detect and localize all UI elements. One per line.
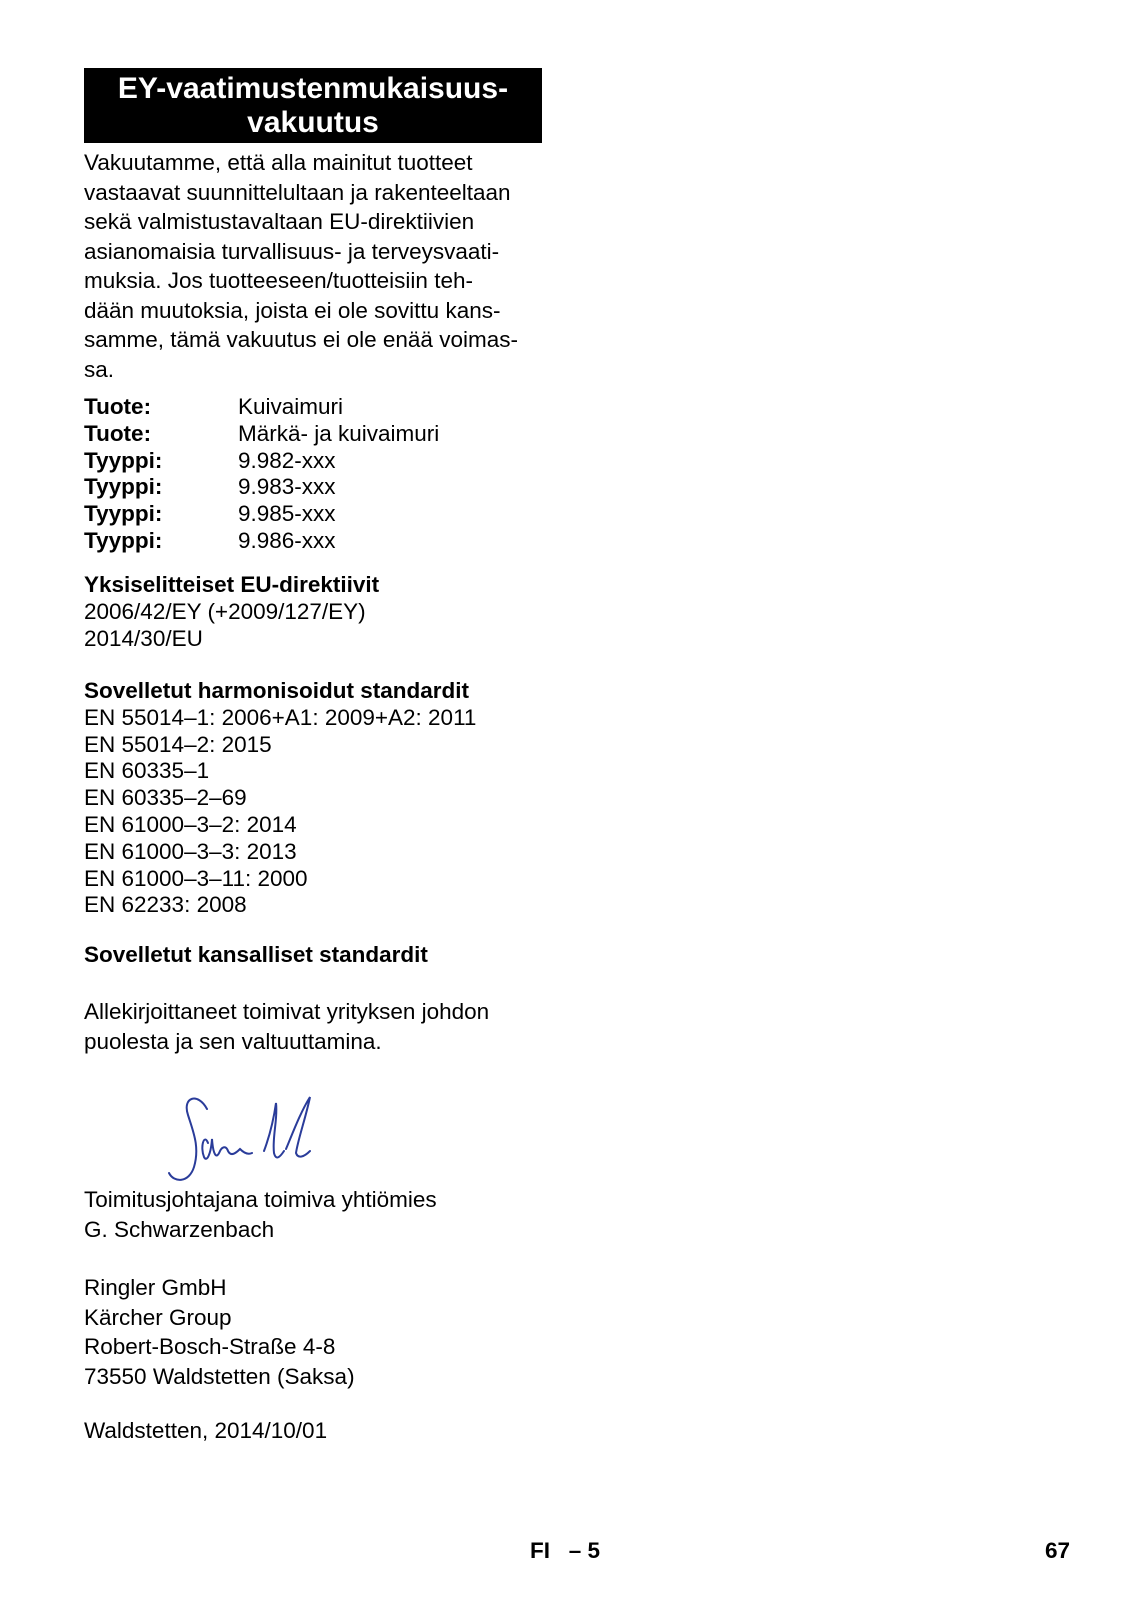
company-name: Ringler GmbH: [84, 1275, 227, 1300]
standard-item: EN 60335–2–69: [84, 785, 247, 811]
page-title: [84, 68, 542, 143]
product-row: [84, 474, 439, 501]
standard-item: EN 61000–3–11: 2000: [84, 865, 308, 891]
product-row: [84, 528, 439, 555]
signatories-line: puolesta ja sen valtuuttamina.: [84, 1028, 382, 1054]
city-address: 73550 Waldstetten (Saksa): [84, 1363, 355, 1389]
intro-paragraph: [84, 148, 518, 384]
product-label: Tuote:: [84, 420, 152, 446]
standard-item: EN 62233: 2008: [84, 892, 247, 918]
place-date: [84, 1416, 327, 1446]
signatories-line: Allekirjoittaneet toimivat yrityksen johdon: [84, 999, 490, 1024]
directive-item: 2014/30/EU: [84, 625, 203, 651]
intro-line: dään muutoksia, joista ei ole sovittu kans-: [84, 297, 501, 323]
product-label: Tuote:: [84, 394, 152, 419]
national-standards-section: [84, 942, 428, 969]
street-address: Robert-Bosch-Straße 4-8: [84, 1334, 336, 1359]
type-label: Tyyppi:: [84, 474, 163, 500]
type-value: 9.986-xxx: [238, 527, 336, 553]
intro-line: muksia. Jos tuotteeseen/tuotteisiin teh-: [84, 268, 473, 293]
standard-item: EN 60335–1: [84, 758, 210, 784]
product-value: Kuivaimuri: [238, 394, 344, 419]
product-row: [84, 501, 439, 528]
harmonised-standards-section: [84, 678, 476, 919]
footer-language-code: FI – 5: [530, 1538, 601, 1563]
product-row: [84, 421, 439, 448]
company-group: Kärcher Group: [84, 1304, 232, 1330]
type-label: Tyyppi:: [84, 527, 163, 553]
intro-line: samme, tämä vakuutus ei ole enää voimas-: [84, 327, 518, 352]
page-number: 67: [1045, 1538, 1071, 1563]
company-address: [84, 1273, 355, 1391]
signatories-statement: [84, 997, 489, 1056]
intro-line: vastaavat suunnittelultaan ja rakenteeltaan: [84, 179, 511, 205]
harmonised-standards-heading: Sovelletut harmonisoidut standardit: [84, 678, 470, 703]
eu-directives-section: [84, 572, 379, 652]
product-list: [84, 394, 439, 555]
signer-role: Toimitusjohtajana toimiva yhtiömies: [84, 1187, 437, 1212]
signature-image: [160, 1095, 330, 1195]
intro-line: sa.: [84, 356, 115, 382]
type-value: 9.982-xxx: [238, 447, 336, 473]
signer-name: G. Schwarzenbach: [84, 1216, 275, 1242]
type-value: 9.983-xxx: [238, 474, 336, 500]
national-standards-heading: Sovelletut kansalliset standardit: [84, 942, 428, 967]
product-value: Märkä- ja kuivaimuri: [238, 420, 440, 446]
title-line-1: EY-vaatimustenmukaisuus-: [117, 72, 509, 105]
type-value: 9.985-xxx: [238, 501, 336, 527]
directive-item: 2006/42/EY (+2009/127/EY): [84, 598, 366, 624]
product-row: [84, 448, 439, 475]
product-row: [84, 394, 439, 421]
intro-line: Vakuutamme, että alla mainitut tuotteet: [84, 150, 473, 175]
standard-item: EN 61000–3–2: 2014: [84, 811, 297, 837]
place-date-text: Waldstetten, 2014/10/01: [84, 1418, 328, 1443]
intro-line: sekä valmistustavaltaan EU-direktiivien: [84, 209, 475, 234]
standard-item: EN 55014–2: 2015: [84, 731, 272, 757]
type-label: Tyyppi:: [84, 447, 163, 473]
title-line-2: vakuutus: [247, 106, 379, 139]
eu-directives-heading: Yksiselitteiset EU-direktiivit: [84, 572, 380, 597]
signer-block: [84, 1185, 437, 1244]
intro-line: asianomaisia turvallisuus- ja terveysvaati-: [84, 238, 500, 264]
standard-item: EN 61000–3–3: 2013: [84, 838, 297, 864]
standard-item: EN 55014–1: 2006+A1: 2009+A2: 2011: [84, 704, 477, 730]
type-label: Tyyppi:: [84, 501, 163, 527]
